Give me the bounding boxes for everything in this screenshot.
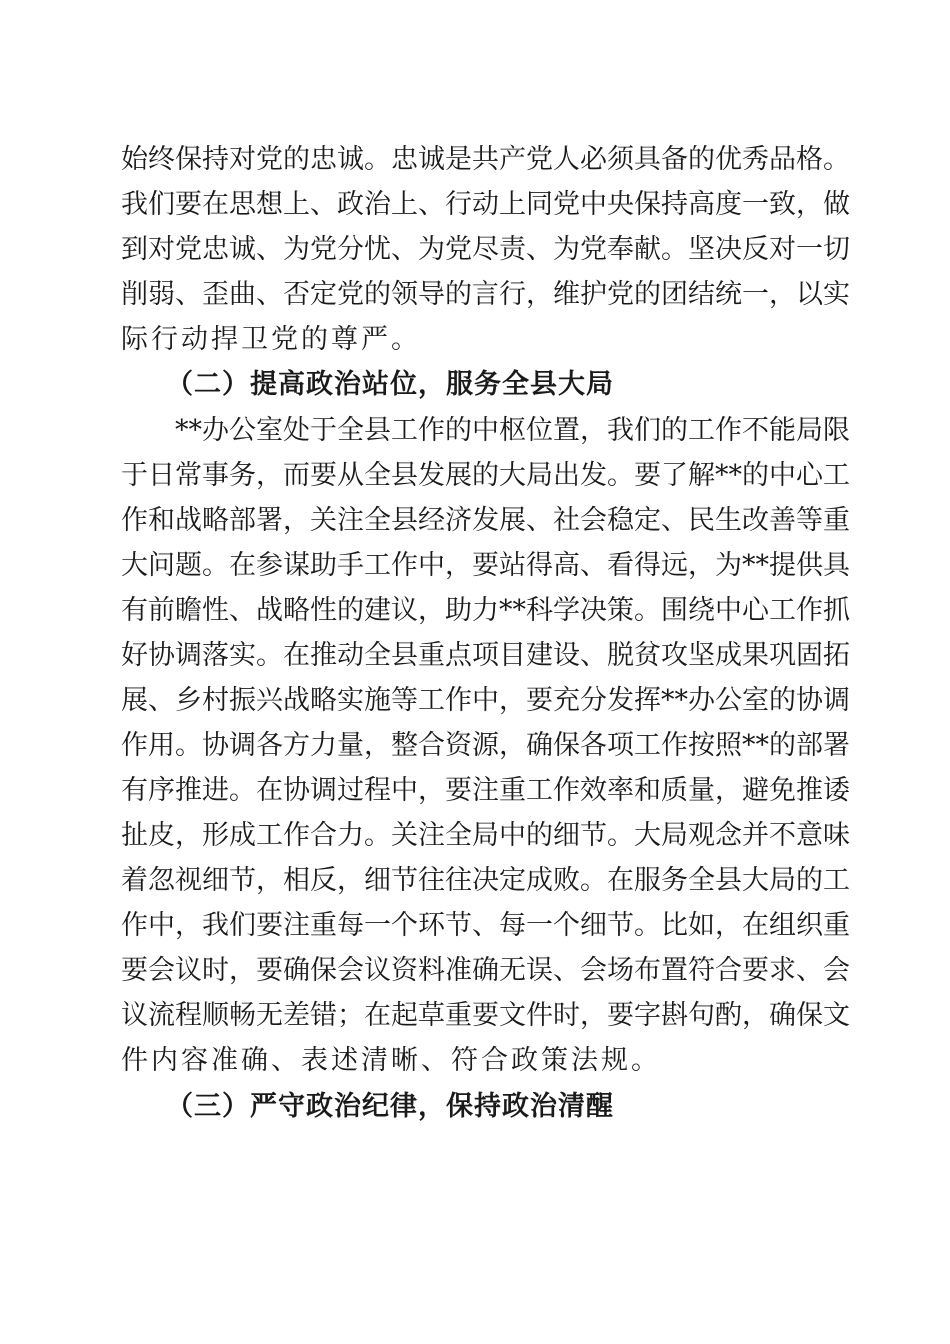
paragraph-line: 作中，我们要注重每一个环节、每一个细节。比如，在组织重 bbox=[121, 910, 850, 941]
paragraph-line: 扯皮，形成工作合力。关注全局中的细节。大局观念并不意味 bbox=[121, 820, 850, 851]
paragraph-line: 展、乡村振兴战略实施等工作中，要充分发挥**办公室的协调 bbox=[121, 685, 850, 716]
paragraph-line: 有序推进。在协调过程中，要注重工作效率和质量，避免推诿 bbox=[121, 775, 850, 806]
paragraph-line: 作和战略部署，关注全县经济发展、社会稳定、民生改善等重 bbox=[121, 505, 850, 536]
paragraph-line: 我们要在思想上、政治上、行动上同党中央保持高度一致，做 bbox=[121, 189, 850, 220]
paragraph-line: 着忽视细节，相反，细节往往决定成败。在服务全县大局的工 bbox=[121, 865, 850, 896]
paragraph-line: 要会议时，要确保会议资料准确无误、会场布置符合要求、会 bbox=[121, 955, 850, 986]
paragraph-line: 于日常事务，而要从全县发展的大局出发。要了解**的中心工 bbox=[121, 460, 850, 491]
paragraph-line: 好协调落实。在推动全县重点项目建设、脱贫攻坚成果巩固拓 bbox=[121, 640, 850, 671]
paragraph-line: 件内容准确、表述清晰、符合政策法规。 bbox=[121, 1045, 661, 1076]
paragraph-line: 有前瞻性、战略性的建议，助力**科学决策。围绕中心工作抓 bbox=[121, 595, 850, 626]
section-heading-2: （二）提高政治站位，服务全县大局 bbox=[166, 369, 614, 400]
paragraph-line: **办公室处于全县工作的中枢位置，我们的工作不能局限 bbox=[175, 415, 850, 446]
paragraph-line: 议流程顺畅无差错；在起草重要文件时，要字斟句酌，确保文 bbox=[121, 1000, 850, 1031]
paragraph-line: 作用。协调各方力量，整合资源，确保各项工作按照**的部署 bbox=[121, 730, 850, 761]
paragraph-line: 削弱、歪曲、否定党的领导的言行，维护党的团结统一，以实 bbox=[121, 279, 850, 310]
section-heading-3: （三）严守政治纪律，保持政治清醒 bbox=[166, 1091, 614, 1122]
paragraph-line: 际行动捍卫党的尊严。 bbox=[121, 324, 421, 355]
paragraph-line: 大问题。在参谋助手工作中，要站得高、看得远，为**提供具 bbox=[121, 550, 850, 581]
paragraph-line: 到对党忠诚、为党分忧、为党尽责、为党奉献。坚决反对一切 bbox=[121, 234, 850, 265]
paragraph-line: 始终保持对党的忠诚。忠诚是共产党人必须具备的优秀品格。 bbox=[121, 144, 850, 175]
